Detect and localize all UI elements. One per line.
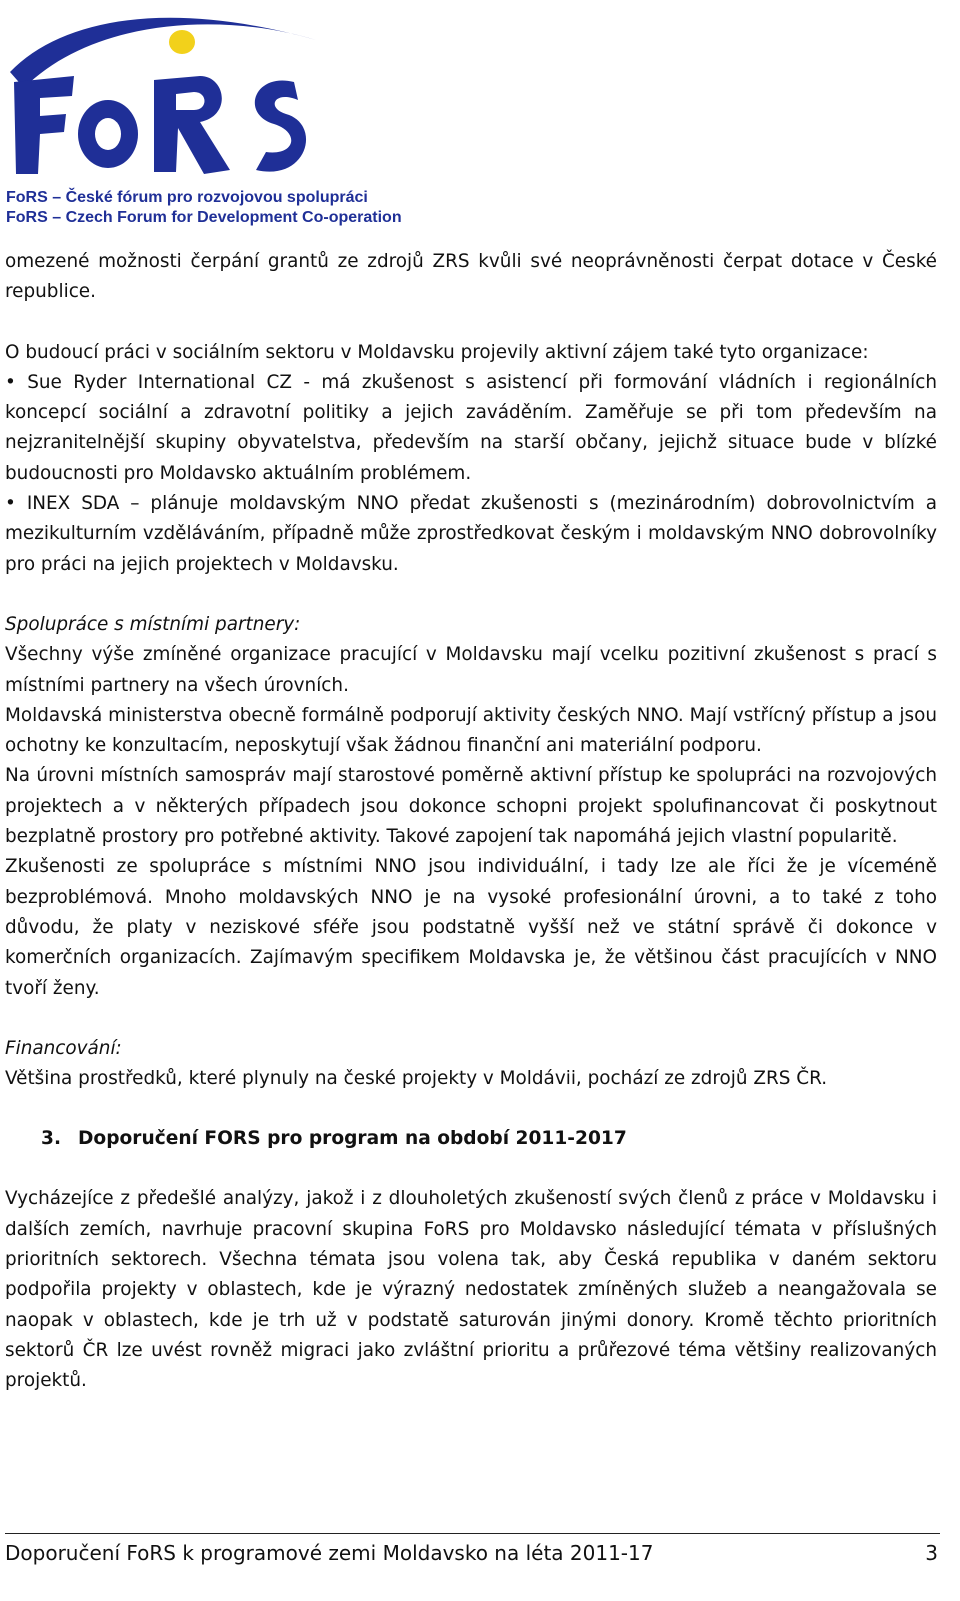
logo-sun <box>169 30 195 54</box>
paragraph-local-ngos: Zkušenosti ze spolupráce s místními NNO jsou individuální, i tady lze ale říci že je víceméně bezproblémová. Mnoho moldavských NNO je na vysoké profesionální úrovni, a to také z toho důvodu, že platy v neziskové sféře jsou podstatně vyšší než ve státní správě či dokonce v komerčních organizacích. Zajímavým specifikem Moldavska je, že většinou část pracujících v NNO tvoří ženy. <box>5 856 937 999</box>
bullet-sue-ryder: • Sue Ryder International CZ - má zkušenost s asistencí při formování vládních i regionálních koncepcí sociální a zdravotní politiky a jejich zaváděním. Zaměřuje se při tom především na nejzranitelnější skupiny obyvatelstva, především na starší občany, jejichž situace bude v blízké budoucnosti pro Moldavsko aktuálním problémem. <box>5 371 937 484</box>
footer-divider <box>5 1533 940 1534</box>
logo-swoosh <box>10 18 316 88</box>
paragraph-local-governments: Na úrovni místních samospráv mají starostové poměrně aktivní přístup ke spolupráci na rozvojových projektech a v některých případech jsou dokonce schopni projekt spolufinancovat či poskytnout bezplatně prostory pro potřebné aktivity. Takové zapojení tak napomáhá jejich vlastní popularitě. <box>5 765 937 848</box>
fors-logo <box>4 6 424 224</box>
section-number: 3. <box>41 1128 62 1150</box>
fors-logo-mark <box>4 6 424 186</box>
paragraph-ministries: Moldavská ministerstva obecně formálně podporují aktivity českých NNO. Mají vstřícný přístup a jsou ochotny ke konzultacím, neposkytují však žádnou finanční ani materiální podporu. <box>5 704 937 757</box>
page-number: 3 <box>925 1541 938 1565</box>
paragraph-social-sector-intro: O budoucí práci v sociálním sektoru v Moldavsku projevily aktivní zájem také tyto organizace: <box>5 341 869 363</box>
section-heading <box>5 1124 937 1154</box>
footer-title: Doporučení FoRS k programové zemi Moldavsko na léta 2011-17 <box>5 1541 654 1565</box>
bullet-inex-sda: • INEX SDA – plánuje moldavským NNO předat zkušenosti s (mezinárodním) dobrovolnictvím a mezikulturním vzděláváním, případně může zprostředkovat českým i moldavským NNO dobrovolníky pro práci na jejich projektech v Moldavsku. <box>5 493 937 575</box>
logo-letters <box>14 76 306 174</box>
paragraph-financing: Většina prostředků, které plynuly na české projekty v Moldávii, pochází ze zdrojů ZRS ČR. <box>5 1068 828 1090</box>
subheading-financing: Financování: <box>5 1037 122 1059</box>
section-title: Doporučení FORS pro program na období 2011-2017 <box>78 1128 627 1150</box>
paragraph-grants: omezené možnosti čerpání grantů ze zdrojů ZRS kvůli své neoprávněnosti čerpat dotace v České republice. <box>5 251 937 303</box>
document-body <box>5 247 937 1397</box>
subheading-local-partners: Spolupráce s místními partnery: <box>5 613 301 635</box>
paragraph-partners-experience: Všechny výše zmíněné organizace pracující v Moldavsku mají vcelku pozitivní zkušenost s prací s místními partnery na všech úrovních. <box>5 644 937 696</box>
logo-tagline-cz: FoRS – České fórum pro rozvojovou spolupráci <box>6 189 368 206</box>
page-footer <box>5 1539 938 1567</box>
paragraph-recommendations: Vycházejíce z předešlé analýzy, jakož i z dlouholetých zkušeností svých členů z práce v Moldavsku i dalších zemích, navrhuje pracovní skupina FoRS pro Moldavsko následující témata v příslušných prioritních sektorech. Všechna témata jsou volena tak, aby Česká republika v daném sektoru podpořila projekty v oblastech, kde je výrazný nedostatek zmíněných služeb a neangažovala se naopak v oblastech, kde je trh už v podstatě saturován jinými donory. Kromě těchto prioritních sektorů ČR lze uvést rovněž migraci jako zvláštní prioritu a průřezové téma většiny realizovaných projektů. <box>5 1188 937 1392</box>
logo-tagline-en: FoRS – Czech Forum for Development Co-operation <box>6 209 402 226</box>
